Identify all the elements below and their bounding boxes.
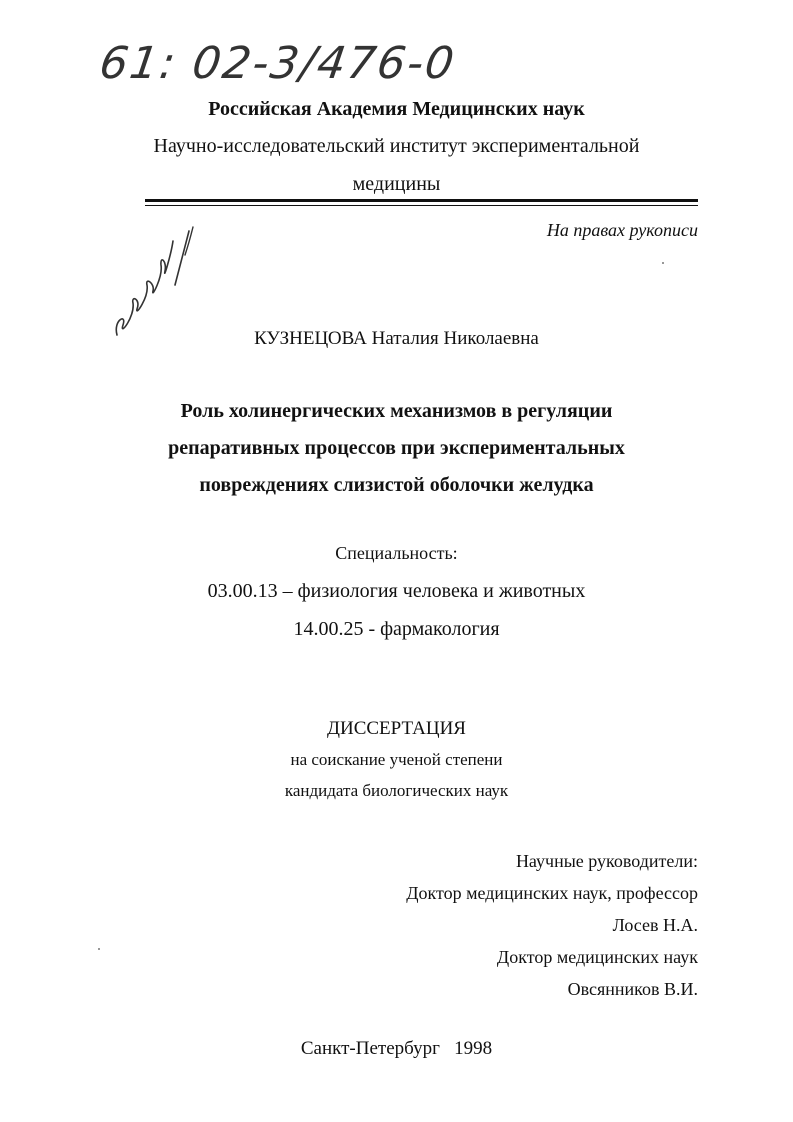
thesis-title	[0, 393, 793, 504]
supervisors-block	[406, 845, 698, 1005]
archive-code: 61: 02-3/476-0	[96, 38, 459, 89]
author-name: КУЗНЕЦОВА Наталия Николаевна	[254, 328, 539, 349]
specialty-item: 14.00.25 - фармакология	[293, 618, 500, 640]
degree-line-1: на соискание ученой степени	[290, 750, 503, 769]
supervisor-line: Лосев Н.А.	[612, 915, 698, 935]
supervisor-line: Доктор медицинских наук	[496, 947, 698, 967]
scan-speck	[662, 262, 664, 264]
rights-note: На правах рукописи	[546, 220, 698, 240]
organization-title: Российская Академия Медицинских наук	[208, 98, 585, 120]
city: Санкт-Петербург	[300, 1038, 440, 1059]
degree-line-2: кандидата биологических наук	[284, 781, 509, 800]
document-type: ДИССЕРТАЦИЯ	[327, 718, 466, 739]
institute-line-1: Научно-исследовательский институт экспериментальной	[153, 135, 640, 157]
supervisors-label: Научные руководители:	[515, 851, 698, 871]
supervisor-line: Доктор медицинских наук, профессор	[406, 883, 698, 903]
thesis-title-line: повреждениях слизистой оболочки желудка	[199, 474, 594, 496]
scan-speck	[98, 948, 100, 950]
supervisor-line: Овсянников В.И.	[567, 979, 698, 999]
thesis-title-line: Роль холинергических механизмов в регуляции	[180, 400, 613, 422]
specialty-item: 03.00.13 – физиология человека и животных	[207, 580, 586, 602]
year: 1998	[454, 1038, 493, 1059]
institute-line-2: медицины	[352, 173, 441, 195]
thesis-title-line: репаративных процессов при экспериментальных	[168, 437, 625, 459]
specialty-label: Специальность:	[335, 543, 458, 563]
header-rule-thick	[145, 199, 698, 202]
footer-place-year	[0, 1038, 793, 1060]
header-rule-thin	[145, 205, 698, 206]
